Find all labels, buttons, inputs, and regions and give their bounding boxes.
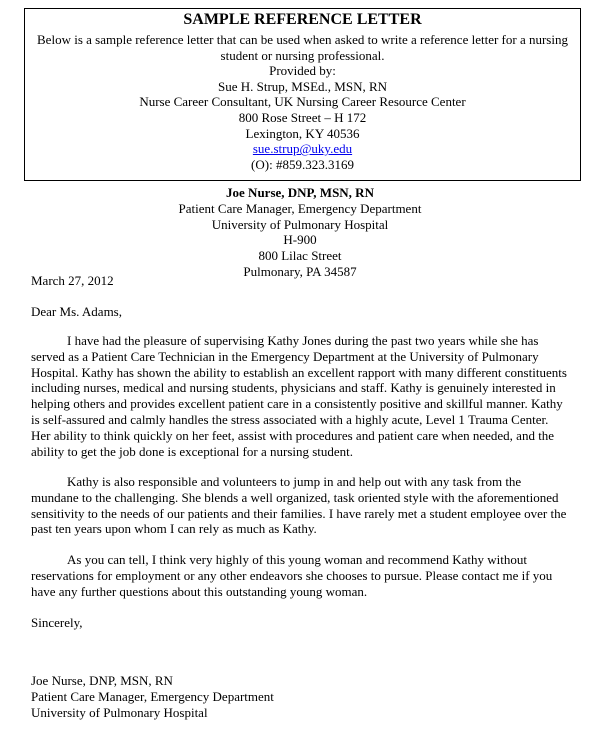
paragraph-text: As you can tell, I think very highly of this young woman and recommend Kathy without reservations for employment or any other endeavors she chooses to pursue. Please contact me if you have any further questions about this outstanding young woman. [31,552,553,599]
letter-paragraph-1 [31,333,571,459]
letter-paragraph-3 [31,552,571,599]
provided-by-label: Provided by: [269,63,336,79]
sender-suite: H-900 [283,232,317,248]
provider-city: Lexington, KY 40536 [245,125,360,141]
provider-position: Nurse Career Consultant, UK Nursing Career Resource Center [139,94,466,110]
sender-institution: University of Pulmonary Hospital [211,216,389,232]
provider-name: Sue H. Strup, MSEd., MSN, RN [217,78,388,94]
sender-name: Joe Nurse, DNP, MSN, RN [226,185,374,200]
signature-name: Joe Nurse, DNP, MSN, RN [31,673,173,688]
sample-header-box [24,8,581,181]
sender-title: Patient Care Manager, Emergency Department [178,200,422,216]
signature-block [31,673,571,720]
signature-institution: University of Pulmonary Hospital [31,704,208,720]
intro-text: Below is a sample reference letter that can be used when asked to write a reference letter for a nursing student or nursing professional. [37,32,568,63]
document-title: SAMPLE REFERENCE LETTER [183,11,422,28]
provider-phone: (O): #859.323.3169 [251,156,354,172]
sender-address-block [0,185,600,280]
letter-paragraph-2 [31,474,571,537]
provider-street: 800 Rose Street – H 172 [238,109,367,125]
letter-date: March 27, 2012 [31,273,114,288]
paragraph-text: I have had the pleasure of supervising Kathy Jones during the past two years while she has served as a Patient Care Technician in the Emergency Department at the University of Pulmonary Hospital. Kathy has shown the ability to establish an excellent rapport with many different constituents including nurses, medical and nursing students, physicians and staff. Kathy is genuinely interested in helping others and provides excellent patient care in a consistently positive and skillful manner. Kathy is self-assured and calmly handles the stress associated with a highly acute, Level 1 Trauma Center. Her ability to think quickly on her feet, assist with procedures and patient care when needed, and the ability to get the job done is exceptional for a nursing student. [31,333,567,459]
provider-email-link[interactable]: sue.strup@uky.edu [252,141,353,157]
letter-salutation: Dear Ms. Adams, [31,304,122,319]
paragraph-text: Kathy is also responsible and volunteers to jump in and help out with any task from the mundane to the challenging. She blends a well organized, task oriented style with the aforementioned sensitivity to the needs of our patients and their families. I have rarely met a student employee over the past ten years upon whom I can rely as much as Kathy. [31,474,567,537]
sender-street: 800 Lilac Street [258,248,342,264]
sender-city: Pulmonary, PA 34587 [243,263,357,279]
signature-title: Patient Care Manager, Emergency Department [31,688,274,704]
letter-closing: Sincerely, [31,615,83,630]
